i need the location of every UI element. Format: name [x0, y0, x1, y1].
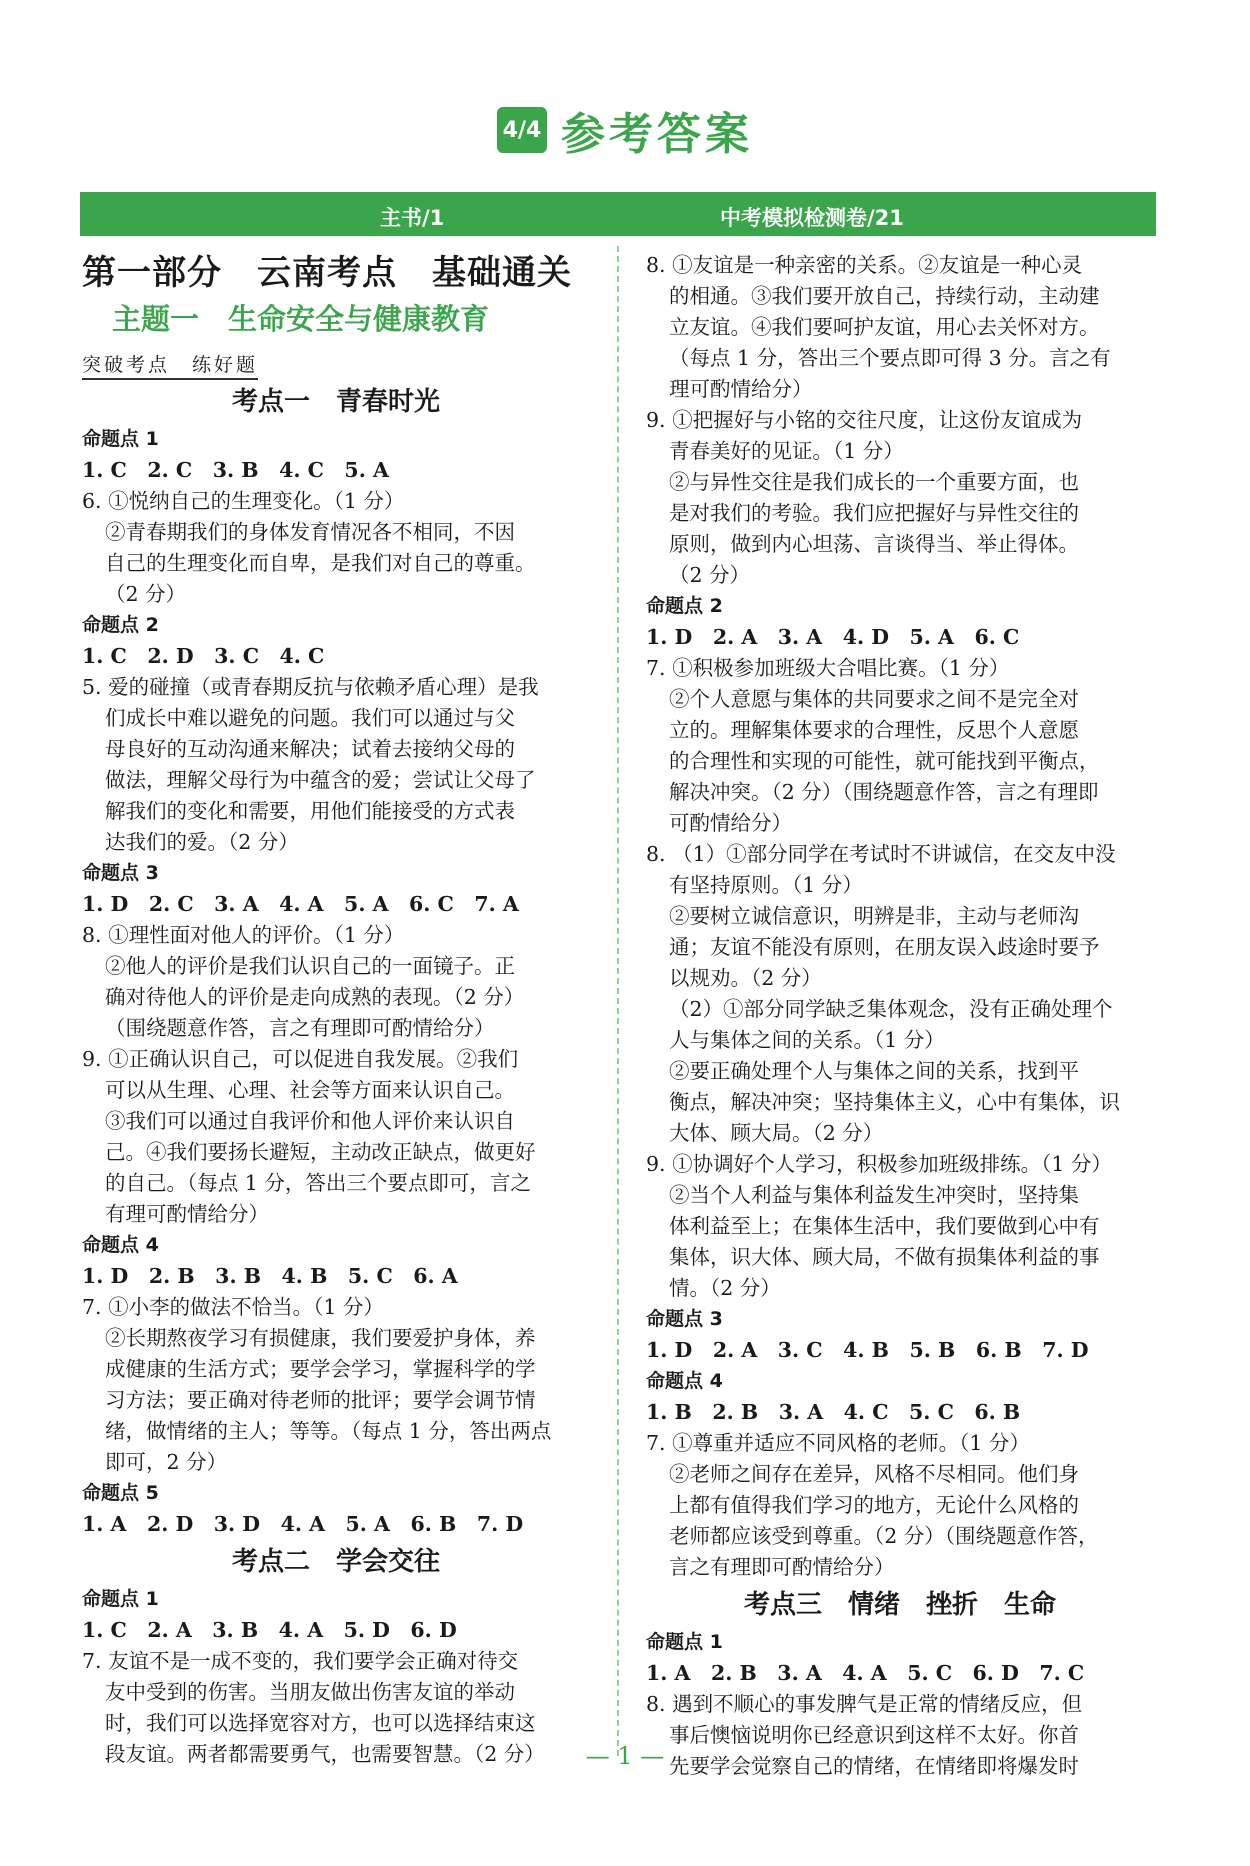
- answer-line: 9. ①把握好与小铭的交往尺度，让这份友谊成为: [646, 408, 1083, 432]
- bar-mock-exam: 中考模拟检测卷/21: [720, 206, 904, 230]
- mtd-heading: 命题点 3: [646, 1308, 723, 1330]
- mtd-heading: 命题点 2: [646, 595, 723, 617]
- answer-line: ②个人意愿与集体的共同要求之间不是完全对: [669, 687, 1079, 711]
- answer-line: （2 分）: [105, 582, 187, 606]
- answer-line: ②他人的评价是我们认识自己的一面镜子。正: [105, 954, 515, 978]
- answer-line: 言之有理即可酌情给分）: [669, 1555, 895, 1579]
- answer-line: 6. ①悦纳自己的生理变化。（1 分）: [82, 489, 405, 513]
- answer-line: 通；友谊不能没有原则，在朋友误入歧途时要予: [669, 935, 1100, 959]
- answer-line: 7. 友谊不是一成不变的，我们要学会正确对待交: [82, 1649, 519, 1673]
- answer-line: 8. （1）①部分同学在考试时不讲诚信，在交友中没: [646, 842, 1116, 866]
- answer-line: 理可酌情给分）: [669, 377, 813, 401]
- answer-line: 1. C 2. A 3. B 4. A 5. D 6. D: [82, 1618, 457, 1642]
- answer-line: 1. A 2. B 3. A 4. A 5. C 6. D 7. C: [646, 1661, 1085, 1685]
- answer-line: 们成长中难以避免的问题。我们可以通过与父: [105, 706, 515, 730]
- answer-line: 1. D 2. B 3. B 4. B 5. C 6. A: [82, 1264, 458, 1288]
- answer-line: 9. ①正确认识自己，可以促进自我发展。②我们: [82, 1047, 519, 1071]
- answer-line: 7. ①积极参加班级大合唱比赛。（1 分）: [646, 656, 1010, 680]
- answer-line: 8. 遇到不顺心的事发脾气是正常的情绪反应，但: [646, 1692, 1083, 1716]
- answer-line: ②要正确处理个人与集体之间的关系，找到平: [669, 1059, 1079, 1083]
- answer-line: 的相通。③我们要开放自己，持续行动，主动建: [669, 284, 1100, 308]
- answer-line: 大体、顾大局。（2 分）: [669, 1121, 884, 1145]
- answer-line: 有理可酌情给分）: [105, 1202, 269, 1226]
- answer-line: （2）①部分同学缺乏集体观念，没有正确处理个: [669, 997, 1113, 1021]
- answer-line: 立友谊。④我们要呵护友谊，用心去关怀对方。: [669, 315, 1100, 339]
- answer-line: 有坚持原则。（1 分）: [669, 873, 863, 897]
- answer-line: 的自己。（每点 1 分，答出三个要点即可，言之: [105, 1171, 531, 1195]
- answer-line: 达我们的爱。（2 分）: [105, 830, 299, 854]
- answer-line: 1. D 2. A 3. A 4. D 5. A 6. C: [646, 625, 1020, 649]
- right-column: [646, 250, 1154, 1782]
- answer-line: 1. D 2. A 3. C 4. B 5. B 6. B 7. D: [646, 1338, 1089, 1362]
- part-title: 第一部分 云南考点 基础通关: [82, 253, 572, 293]
- answer-line: 体利益至上；在集体生活中，我们要做到心中有: [669, 1214, 1100, 1238]
- answer-line: 情。（2 分）: [669, 1276, 781, 1300]
- kd3-title: 考点三 情绪 挫折 生命: [743, 1590, 1056, 1620]
- answer-line: （2 分）: [669, 563, 751, 587]
- left-column: [82, 250, 590, 1770]
- answer-line: 时，我们可以选择宽容对方，也可以选择结束这: [105, 1711, 536, 1735]
- answer-line: 绪，做情绪的主人；等等。（每点 1 分，答出两点: [105, 1419, 552, 1443]
- answer-line: ②当个人利益与集体利益发生冲突时，坚持集: [669, 1183, 1079, 1207]
- answer-line: 友中受到的伤害。当朋友做出伤害友谊的举动: [105, 1680, 515, 1704]
- answer-line: 母良好的互动沟通来解决；试着去接纳父母的: [105, 737, 515, 761]
- answer-line: 是对我们的考验。我们应把握好与异性交往的: [669, 501, 1079, 525]
- answer-line: 事后懊恼说明你已经意识到这样不太好。你首: [669, 1723, 1079, 1747]
- answer-line: 解我们的变化和需要，用他们能接受的方式表: [105, 799, 515, 823]
- book-logo-icon: 4/4: [497, 107, 547, 153]
- answer-line: 1. C 2. D 3. C 4. C: [82, 644, 325, 668]
- answer-line: 8. ①理性面对他人的评价。（1 分）: [82, 923, 405, 947]
- page-number: — 1 —: [585, 1742, 665, 1770]
- answer-line: 衡点，解决冲突；坚持集体主义，心中有集体，识: [669, 1090, 1120, 1114]
- answer-line: ②与异性交往是我们成长的一个重要方面，也: [669, 470, 1079, 494]
- answer-line: 原则，做到内心坦荡、言谈得当、举止得体。: [669, 532, 1079, 556]
- answer-line: ②青春期我们的身体发育情况各不相同，不因: [105, 520, 515, 544]
- answer-line: 己。④我们要扬长避短，主动改正缺点，做更好: [105, 1140, 536, 1164]
- mtd-heading: 命题点 2: [82, 614, 159, 636]
- page-title: 参考答案: [561, 109, 753, 160]
- answer-line: 1. C 2. C 3. B 4. C 5. A: [82, 458, 389, 482]
- answer-line: 人与集体之间的关系。（1 分）: [669, 1028, 945, 1052]
- answer-line: 9. ①协调好个人学习，积极参加班级排练。（1 分）: [646, 1152, 1112, 1176]
- answer-line: （围绕题意作答，言之有理即可酌情给分）: [105, 1016, 495, 1040]
- answer-line: 5. 爱的碰撞（或青春期反抗与依赖矛盾心理）是我: [82, 675, 539, 699]
- mtd-heading: 命题点 1: [82, 1588, 159, 1610]
- answer-line: 习方法；要正确对待老师的批评；要学会调节情: [105, 1388, 536, 1412]
- answer-line: ③我们可以通过自我评价和他人评价来认识自: [105, 1109, 515, 1133]
- answer-line: 上都有值得我们学习的地方，无论什么风格的: [669, 1493, 1079, 1517]
- answer-line: ②老师之间存在差异，风格不尽相同。他们身: [669, 1462, 1079, 1486]
- mtd-heading: 命题点 1: [646, 1631, 723, 1653]
- mtd-heading: 命题点 5: [82, 1482, 159, 1504]
- break-label: 突破考点 练好题: [82, 352, 258, 380]
- answer-line: 的合理性和实现的可能性，就可能找到平衡点，: [669, 749, 1100, 773]
- answer-line: 老师都应该受到尊重。（2 分）（围绕题意作答，: [669, 1524, 1099, 1548]
- answer-line: 立的。理解集体要求的合理性，反思个人意愿: [669, 718, 1079, 742]
- answer-line: 可酌情给分）: [669, 811, 792, 835]
- column-divider: [617, 246, 619, 1756]
- answer-line: 做法，理解父母行为中蕴含的爱；尝试让父母了: [105, 768, 536, 792]
- answer-line: 青春美好的见证。（1 分）: [669, 439, 904, 463]
- answer-line: 成健康的生活方式；要学会学习，掌握科学的学: [105, 1357, 536, 1381]
- answer-line: 集体，识大体、顾大局，不做有损集体利益的事: [669, 1245, 1100, 1269]
- mtd-heading: 命题点 4: [82, 1234, 159, 1256]
- answer-line: 自己的生理变化而自卑，是我们对自己的尊重。: [105, 551, 536, 575]
- section-bar: [80, 192, 1156, 236]
- answer-line: 解决冲突。（2 分）（围绕题意作答，言之有理即: [669, 780, 1099, 804]
- answer-line: 1. A 2. D 3. D 4. A 5. A 6. B 7. D: [82, 1512, 524, 1536]
- answer-line: 1. D 2. C 3. A 4. A 5. A 6. C 7. A: [82, 892, 519, 916]
- page-header: [0, 100, 1250, 160]
- mtd-heading: 命题点 1: [82, 428, 159, 450]
- bar-main-book: 主书/1: [380, 206, 445, 230]
- answer-line: 以规劝。（2 分）: [669, 966, 822, 990]
- answer-line: 即可，2 分）: [105, 1450, 228, 1474]
- answer-line: 段友谊。两者都需要勇气，也需要智慧。（2 分）: [105, 1742, 545, 1766]
- kd1-title: 考点一 青春时光: [231, 387, 440, 417]
- mtd-heading: 命题点 4: [646, 1370, 723, 1392]
- answer-line: ②长期熬夜学习有损健康，我们要爱护身体，养: [105, 1326, 536, 1350]
- answer-line: ②要树立诚信意识，明辨是非，主动与老师沟: [669, 904, 1079, 928]
- answer-line: 7. ①小李的做法不恰当。（1 分）: [82, 1295, 384, 1319]
- answer-line: 8. ①友谊是一种亲密的关系。②友谊是一种心灵: [646, 253, 1083, 277]
- kd2-title: 考点二 学会交往: [231, 1547, 440, 1577]
- answer-line: 确对待他人的评价是走向成熟的表现。（2 分）: [105, 985, 525, 1009]
- answer-line: 可以从生理、心理、社会等方面来认识自己。: [105, 1078, 515, 1102]
- theme-title: 主题一 生命安全与健康教育: [112, 302, 490, 336]
- answer-line: 1. B 2. B 3. A 4. C 5. C 6. B: [646, 1400, 1021, 1424]
- answer-line: 先要学会觉察自己的情绪，在情绪即将爆发时: [669, 1754, 1079, 1778]
- answer-line: 7. ①尊重并适应不同风格的老师。（1 分）: [646, 1431, 1030, 1455]
- mtd-heading: 命题点 3: [82, 862, 159, 884]
- answer-line: （每点 1 分，答出三个要点即可得 3 分。言之有: [669, 346, 1111, 370]
